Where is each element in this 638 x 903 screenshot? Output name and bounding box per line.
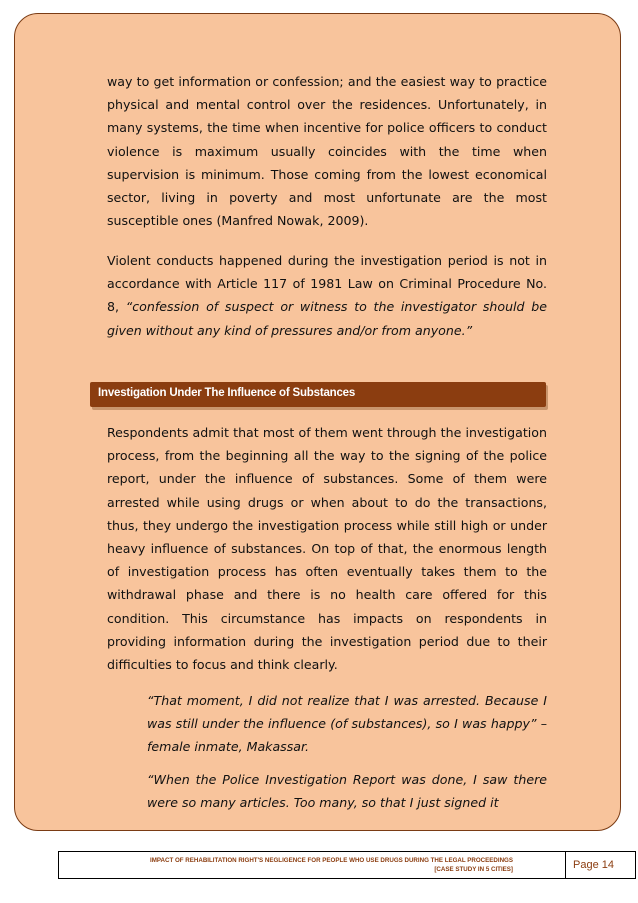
paragraph-article-117-quote: “confession of suspect or witness to the investigator should be given without any kind of pressures and/or from anyone.” (107, 299, 547, 338)
quote-police-report: “When the Police Investigation Report was done, I saw there were so many articles. Too many, so that I just signed it (147, 772, 547, 811)
footer-title (63, 856, 513, 874)
footer-title-line1: IMPACT OF REHABILITATION RIGHT'S NEGLIGENCE FOR PEOPLE WHO USE DRUGS DURING THE LEGAL PROCEEDINGS (150, 857, 513, 864)
section-heading: Investigation Under The Influence of Substances (98, 387, 356, 399)
footer-title-line2: [CASE STUDY IN 5 CITIES] (434, 866, 513, 873)
quote-makassar: “That moment, I did not realize that I was arrested. Because I was still under the influence (of substances), so I was happy” – female inmate, Makassar. (147, 693, 547, 755)
paragraph-article-117-text: Violent conducts happened during the investigation period is not in accordance with Article 117 of 1981 Law on Criminal Procedure No. 8, (107, 253, 547, 315)
page-number: Page 14 (573, 859, 614, 871)
section-heading-banner (90, 382, 546, 407)
paragraph-substances: Respondents admit that most of them went through the investigation process, from the beginning all the way to the signing of the police report, under the influence of substances. Some of them were arrested while using drugs or when about to do the transactions, thus, they undergo the investigation process while still high or under heavy influence of substances. On top of that, the enormous length of investigation process has often eventually takes them to the withdrawal phase and there is no health care offered for this condition. This circumstance has impacts on respondents in providing information during the investigation period due to their difficulties to focus and think clearly. (107, 425, 547, 673)
footer-divider (565, 851, 566, 879)
paragraph-article-117 (107, 249, 547, 342)
paragraph-violence-context: way to get information or confession; and the easiest way to practice physical and mental control over the residences. Unfortunately, in many systems, the time when incentive for police officers to conduct violence is maximum usually coincides with the time when supervision is minimum. Those coming from the lowest economical sector, living in poverty and most unfortunate are the most susceptible ones (Manfred Nowak, 2009). (107, 74, 547, 229)
page-footer (58, 851, 636, 879)
